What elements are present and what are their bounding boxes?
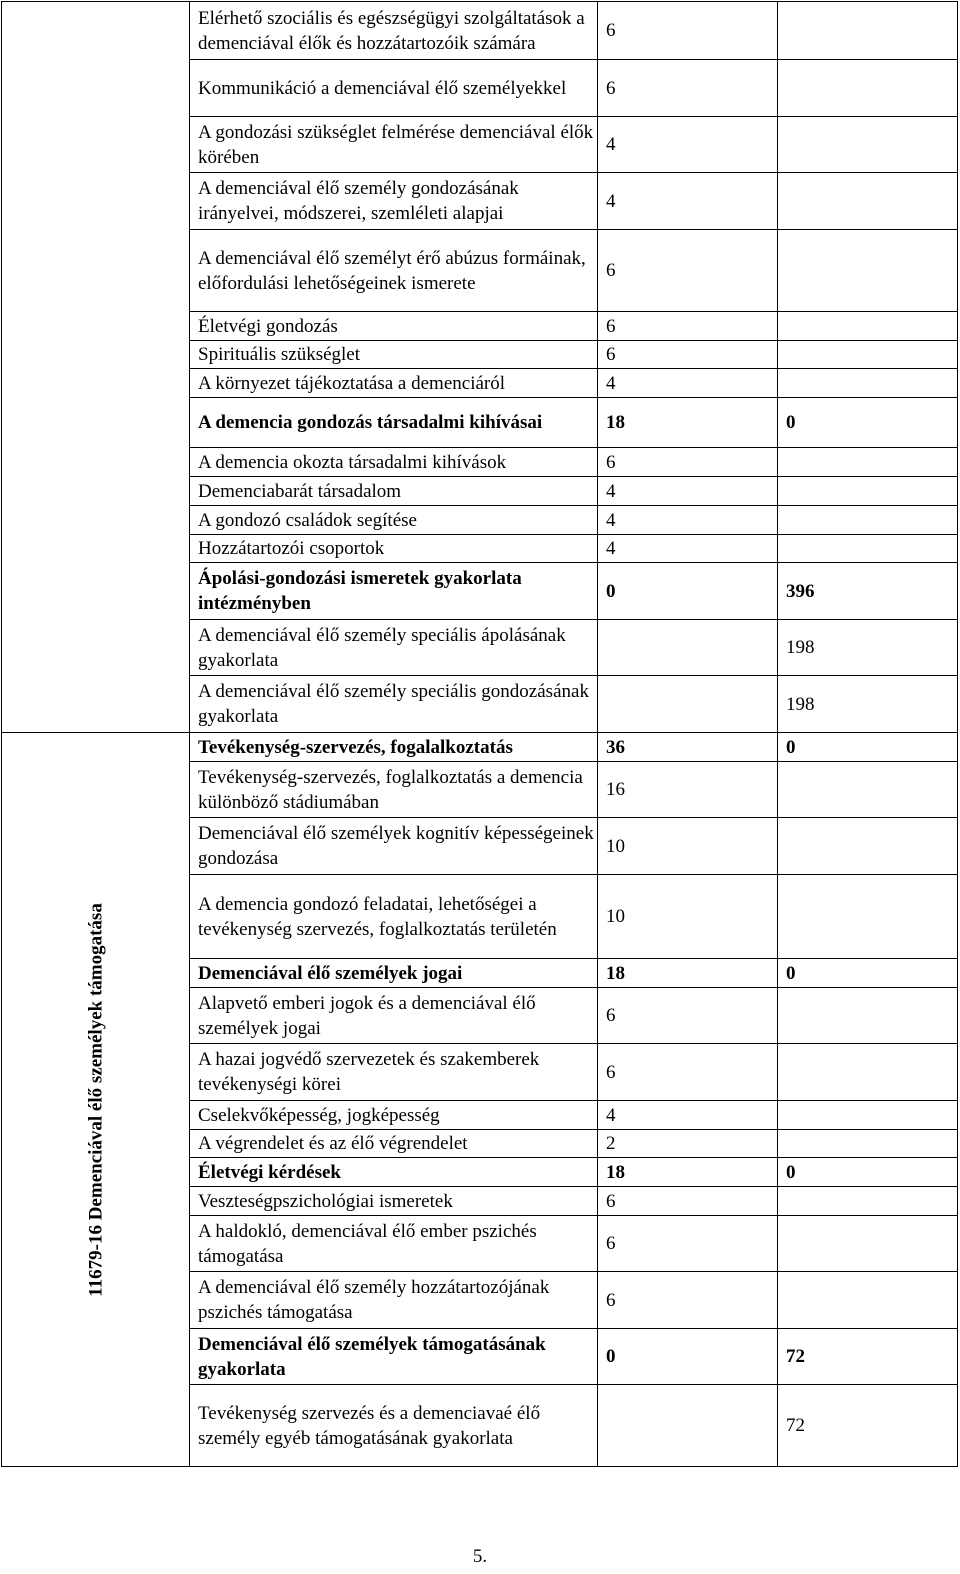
theory-hours: 4: [598, 477, 778, 506]
practice-hours: [778, 1044, 958, 1101]
subject-name: Tevékenység szervezés és a demenciavaé élő személy egyéb támogatásának gyakorlata: [190, 1385, 598, 1467]
subject-name: A demenciával élő személy gondozásának irányelvei, módszerei, szemléleti alapjai: [190, 173, 598, 230]
theory-hours: [598, 620, 778, 676]
practice-hours: 72: [778, 1385, 958, 1467]
subject-name: Hozzátartozói csoportok: [190, 535, 598, 563]
subject-name: A környezet tájékoztatása a demenciáról: [190, 369, 598, 398]
practice-hours: [778, 341, 958, 369]
practice-hours: [778, 173, 958, 230]
practice-hours: [778, 762, 958, 818]
practice-hours: [778, 875, 958, 959]
subject-name: A gondozási szükséglet felmérése demenciával élők körében: [190, 117, 598, 173]
module-label: 11679-16 Demenciával élő személyek támogatása: [85, 902, 106, 1297]
theory-hours: 10: [598, 818, 778, 875]
theory-hours: 6: [598, 1044, 778, 1101]
practice-hours: [778, 988, 958, 1044]
theory-hours: 6: [598, 60, 778, 117]
subject-name: Alapvető emberi jogok és a demenciával élő személyek jogai: [190, 988, 598, 1044]
theory-hours: 4: [598, 369, 778, 398]
theory-hours: 6: [598, 341, 778, 369]
practice-hours: [778, 2, 958, 60]
subject-name: Tevékenység-szervezés, foglalkoztatás a demencia különböző stádiumában: [190, 762, 598, 818]
practice-hours: [778, 448, 958, 477]
practice-hours: 198: [778, 676, 958, 733]
theory-hours: 0: [598, 1329, 778, 1385]
practice-hours: [778, 312, 958, 341]
subject-name: Életvégi gondozás: [190, 312, 598, 341]
subject-name: A demenciával élő személyt érő abúzus formáinak, előfordulási lehetőségeinek ismerete: [190, 230, 598, 312]
subject-name: Cselekvőképesség, jogképesség: [190, 1101, 598, 1130]
subject-name: Demenciával élő személyek támogatásának gyakorlata: [190, 1329, 598, 1385]
theory-hours: 16: [598, 762, 778, 818]
subject-name: A demenciával élő személy speciális gondozásának gyakorlata: [190, 676, 598, 733]
subject-name: A gondozó családok segítése: [190, 506, 598, 535]
practice-hours: [778, 230, 958, 312]
subject-name: Elérhető szociális és egészségügyi szolgáltatások a demenciával élők és hozzátartozóik számára: [190, 2, 598, 60]
theory-hours: 6: [598, 988, 778, 1044]
theory-hours: 4: [598, 173, 778, 230]
subject-name: Demenciával élő személyek kognitív képességeinek gondozása: [190, 818, 598, 875]
practice-hours: [778, 477, 958, 506]
theory-hours: 4: [598, 1101, 778, 1130]
practice-hours: [778, 1101, 958, 1130]
theory-hours: 6: [598, 448, 778, 477]
practice-hours: [778, 1130, 958, 1158]
module-label-cell: [2, 733, 190, 1467]
curriculum-table-body: [2, 2, 958, 1467]
practice-hours: 0: [778, 398, 958, 448]
topic-row: [2, 733, 958, 762]
practice-hours: 72: [778, 1329, 958, 1385]
theory-hours: [598, 676, 778, 733]
theory-hours: 4: [598, 117, 778, 173]
theory-hours: 18: [598, 398, 778, 448]
practice-hours: 0: [778, 733, 958, 762]
subject-name: Demenciával élő személyek jogai: [190, 959, 598, 988]
subject-name: A hazai jogvédő szervezetek és szakemberek tevékenységi körei: [190, 1044, 598, 1101]
theory-hours: 6: [598, 1216, 778, 1272]
theory-hours: 4: [598, 535, 778, 563]
subject-name: A haldokló, demenciával élő ember pszichés támogatása: [190, 1216, 598, 1272]
subject-name: Tevékenység-szervezés, fogalalkoztatás: [190, 733, 598, 762]
practice-hours: 0: [778, 1158, 958, 1187]
theory-hours: 4: [598, 506, 778, 535]
subject-name: A demencia okozta társadalmi kihívások: [190, 448, 598, 477]
theory-hours: 10: [598, 875, 778, 959]
theory-hours: 36: [598, 733, 778, 762]
practice-hours: [778, 1272, 958, 1329]
subtopic-row: [2, 2, 958, 60]
theory-hours: 18: [598, 1158, 778, 1187]
subject-name: A demencia gondozó feladatai, lehetőségei a tevékenység szervezés, foglalkoztatás területén: [190, 875, 598, 959]
subject-name: A demenciával élő személy speciális ápolásának gyakorlata: [190, 620, 598, 676]
subject-name: A demenciával élő személy hozzátartozójának pszichés támogatása: [190, 1272, 598, 1329]
practice-hours: [778, 60, 958, 117]
theory-hours: 18: [598, 959, 778, 988]
theory-hours: 6: [598, 1187, 778, 1216]
practice-hours: [778, 1187, 958, 1216]
page-number: 5.: [472, 1546, 488, 1567]
theory-hours: 2: [598, 1130, 778, 1158]
subject-name: Kommunikáció a demenciával élő személyekkel: [190, 60, 598, 117]
theory-hours: [598, 1385, 778, 1467]
practice-hours: [778, 506, 958, 535]
module-label-cell: [2, 2, 190, 733]
subject-name: Életvégi kérdések: [190, 1158, 598, 1187]
practice-hours: [778, 117, 958, 173]
theory-hours: 0: [598, 563, 778, 620]
subject-name: A végrendelet és az élő végrendelet: [190, 1130, 598, 1158]
subject-name: Demenciabarát társadalom: [190, 477, 598, 506]
subject-name: Spirituális szükséglet: [190, 341, 598, 369]
practice-hours: 0: [778, 959, 958, 988]
subject-name: Veszteségpszichológiai ismeretek: [190, 1187, 598, 1216]
practice-hours: 198: [778, 620, 958, 676]
practice-hours: 396: [778, 563, 958, 620]
subject-name: Ápolási-gondozási ismeretek gyakorlata intézményben: [190, 563, 598, 620]
subject-name: A demencia gondozás társadalmi kihívásai: [190, 398, 598, 448]
theory-hours: 6: [598, 1272, 778, 1329]
practice-hours: [778, 369, 958, 398]
practice-hours: [778, 535, 958, 563]
practice-hours: [778, 818, 958, 875]
theory-hours: 6: [598, 230, 778, 312]
curriculum-table: [1, 1, 958, 1467]
theory-hours: 6: [598, 312, 778, 341]
practice-hours: [778, 1216, 958, 1272]
theory-hours: 6: [598, 2, 778, 60]
